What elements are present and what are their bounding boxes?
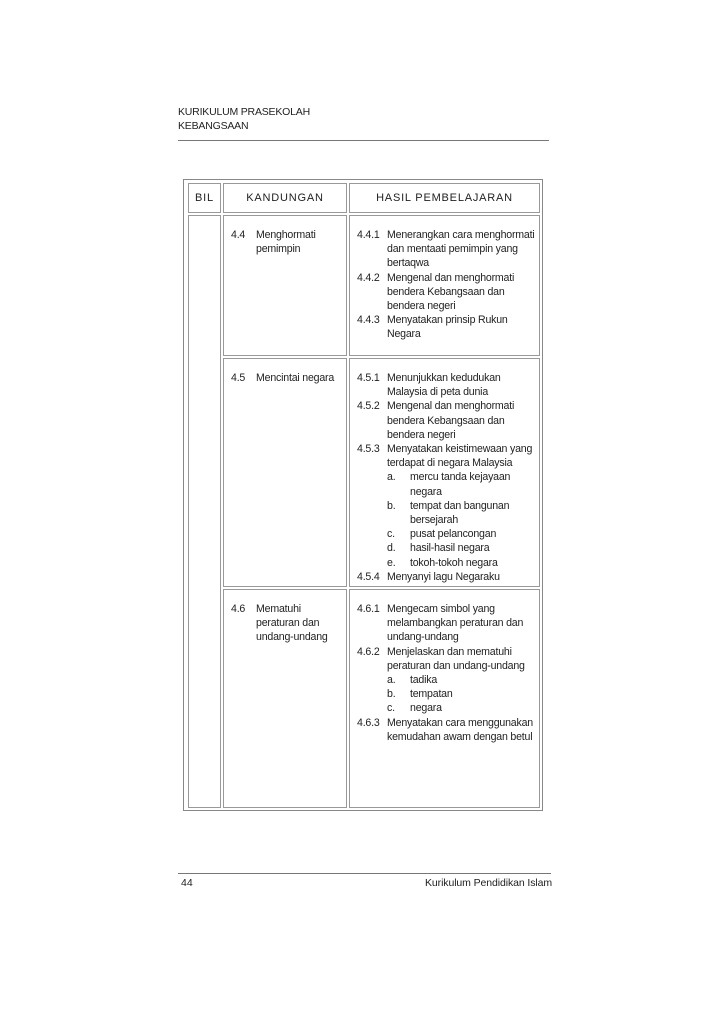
kandungan-text: peraturan dan [256, 617, 320, 630]
column-header-hasil: HASIL PEMBELAJARAN [349, 183, 540, 213]
outcome-text: terdapat di negara Malaysia [387, 457, 513, 470]
outcome-number: 4.6.1 [357, 603, 380, 615]
header-line-2: KEBANGSAAN [178, 120, 249, 132]
document-header [178, 105, 310, 133]
outcome-text: Menyatakan cara menggunakan [387, 716, 533, 729]
outcome-number: 4.4.3 [357, 314, 380, 327]
sub-item-text: tokoh-tokoh negara [410, 556, 498, 569]
footer-title: Kurikulum Pendidikan Islam [425, 877, 552, 889]
outcome-number: 4.6.2 [357, 645, 380, 658]
outcome-text: undang-undang [387, 631, 459, 644]
outcome-text: Mengenal dan menghormati [387, 400, 515, 413]
sub-item-letter: b. [387, 688, 396, 701]
outcome-text: Mengenal dan menghormati [387, 271, 515, 284]
outcome-number: 4.5.4 [357, 570, 380, 583]
outcome-number: 4.4.1 [357, 229, 380, 241]
sub-item-text: tempat dan bangunan [410, 499, 510, 512]
outcome-text: Negara [387, 328, 421, 341]
outcome-text: Menjelaskan dan mematuhi [387, 645, 512, 658]
kandungan-text: Mencintai negara [256, 372, 335, 384]
outcome-text: Menunjukkan kedudukan [387, 372, 501, 384]
column-header-bil: BIL [188, 183, 221, 213]
sub-item-letter: c. [387, 528, 395, 541]
sub-item-text: hasil-hasil negara [410, 542, 490, 555]
sub-item-text: negara [410, 485, 442, 498]
kandungan-number: 4.5 [231, 372, 246, 384]
outcome-text: Malaysia di peta dunia [387, 386, 489, 399]
column-header-kandungan: KANDUNGAN [223, 183, 347, 213]
sub-item-letter: d. [387, 542, 396, 555]
footer-rule [178, 873, 551, 874]
kandungan-number: 4.6 [231, 603, 246, 615]
header-line-1: KURIKULUM PRASEKOLAH [178, 106, 310, 118]
sub-item-letter: c. [387, 702, 395, 715]
outcome-text: bertaqwa [387, 257, 429, 270]
kandungan-cell-4-5 [223, 358, 347, 587]
bil-column [188, 215, 221, 808]
outcome-text: bendera negeri [387, 428, 456, 441]
outcome-text: kemudahan awam dengan betul [387, 730, 533, 743]
outcome-number: 4.5.1 [357, 372, 380, 384]
sub-item-letter: a. [387, 674, 396, 686]
outcome-text: Menyatakan prinsip Rukun [387, 314, 508, 327]
kandungan-text: Mematuhi [256, 603, 301, 615]
sub-item-text: tempatan [410, 688, 453, 701]
page-number: 44 [181, 877, 193, 889]
outcome-text: bendera Kebangsaan dan [387, 285, 505, 298]
sub-item-text: bersejarah [410, 514, 459, 526]
sub-item-text: pusat pelancongan [410, 528, 497, 541]
outcome-number: 4.6.3 [357, 716, 380, 729]
outcome-number: 4.5.2 [357, 400, 380, 413]
sub-item-letter: b. [387, 499, 396, 512]
sub-item-letter: a. [387, 471, 396, 484]
outcome-text: melambangkan peraturan dan [387, 617, 524, 630]
outcome-text: bendera negeri [387, 300, 456, 312]
outcome-number: 4.5.3 [357, 443, 380, 455]
curriculum-table [183, 179, 543, 811]
header-rule [178, 140, 549, 141]
kandungan-text: pemimpin [256, 243, 301, 256]
kandungan-number: 4.4 [231, 229, 246, 241]
sub-item-text: negara [410, 702, 442, 715]
kandungan-text: undang-undang [256, 631, 328, 644]
sub-item-text: tadika [410, 674, 438, 686]
outcome-text: dan mentaati pemimpin yang [387, 243, 518, 256]
outcome-text: bendera Kebangsaan dan [387, 414, 505, 427]
kandungan-text: Menghormati [256, 229, 316, 241]
sub-item-letter: e. [387, 556, 396, 569]
sub-item-text: mercu tanda kejayaan [410, 471, 511, 484]
outcome-text: peraturan dan undang-undang [387, 659, 525, 672]
outcome-text: Menerangkan cara menghormati [387, 229, 535, 241]
outcome-number: 4.4.2 [357, 271, 380, 284]
outcome-text: Menyatakan keistimewaan yang [387, 443, 533, 455]
outcome-text: Mengecam simbol yang [387, 603, 495, 615]
outcome-text: Menyanyi lagu Negaraku [387, 570, 500, 583]
